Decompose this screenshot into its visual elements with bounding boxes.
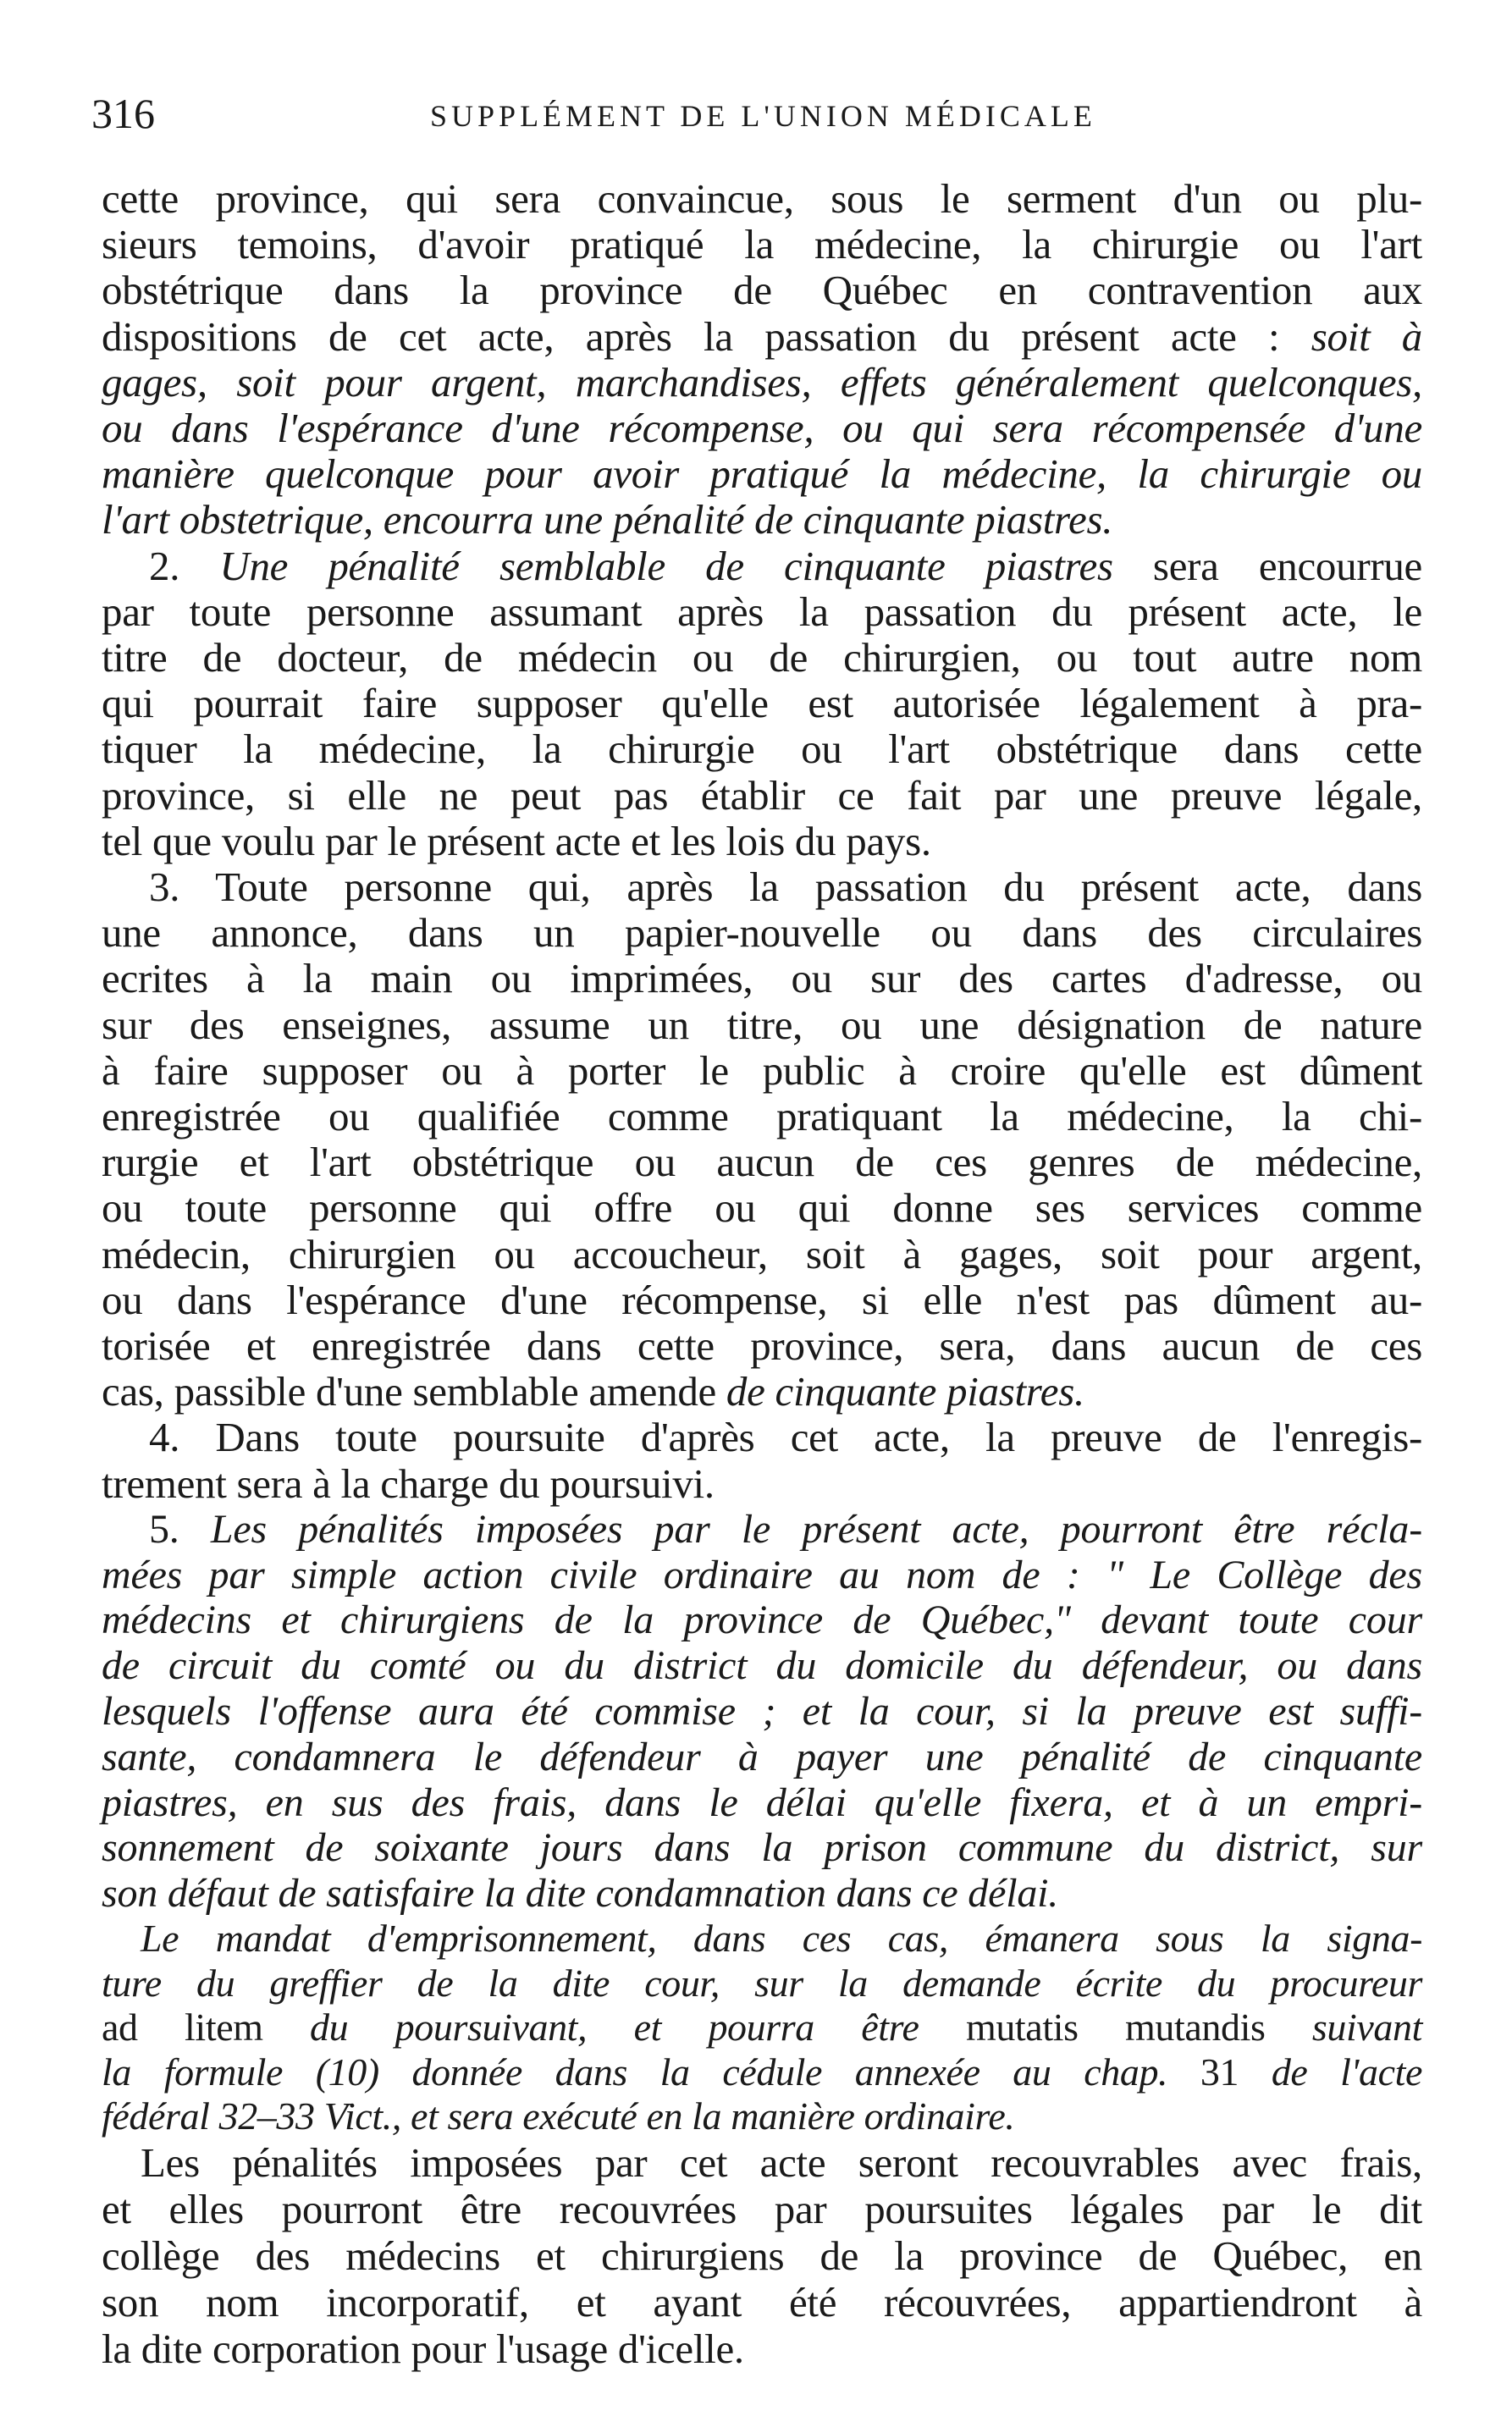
italic-text: son défaut de satisfaire la dite condamnation dans ce délai. [102, 1871, 1059, 1917]
text-block [102, 1917, 1422, 2139]
text-line [102, 2186, 1422, 2232]
text-segment: trement sera à la charge du poursuivi. [102, 1459, 715, 1507]
italic-text: ou dans l'espérance d'une récompense, ou qui sera récompensée d'une [102, 405, 1422, 452]
text-segment: collège des médecins et chirurgiens de la province de Québec, en [102, 2232, 1422, 2280]
text-line [102, 360, 1422, 406]
text-line [102, 2005, 1422, 2050]
italic-text: de l'acte [1271, 2050, 1422, 2094]
body-text [102, 176, 1422, 2372]
text-line [102, 2094, 1422, 2139]
text-line [102, 681, 1422, 726]
text-segment: titre de docteur, de médecin ou de chirurgien, ou tout autre nom [102, 634, 1422, 681]
text-segment: une annonce, dans un papier-nouvelle ou dans des circulaires [102, 909, 1422, 957]
text-line [102, 222, 1422, 268]
italic-text: lesquels l'offense aura été commise ; et la cour, si la preuve est suffi- [102, 1689, 1422, 1735]
text-segment: qui pourrait faire supposer qu'elle est autorisée légalement à pra- [102, 680, 1422, 727]
text-line [102, 1048, 1422, 1094]
text-block [102, 176, 1422, 1507]
text-segment: 5. [149, 1506, 211, 1552]
text-line [102, 1917, 1422, 1961]
italic-text: médecins et chirurgiens de la province de Québec," devant toute cour [102, 1597, 1422, 1643]
italic-text: Le mandat d'emprisonnement, dans ces cas, émanera sous la signa- [141, 1917, 1422, 1961]
text-line [102, 956, 1422, 1001]
italic-text: manière quelconque pour avoir pratiqué la médecine, la chirurgie ou [102, 450, 1422, 498]
text-segment: à faire supposer ou à porter le public à croire qu'elle est dûment [102, 1046, 1422, 1094]
text-line [102, 2050, 1422, 2095]
italic-text: gages, soit pour argent, marchandises, effets généralement quelconques, [102, 358, 1422, 406]
text-segment: et elles pourront être recouvrées par poursuites légales par le dit [102, 2186, 1422, 2233]
text-line [102, 1597, 1422, 1643]
text-line [102, 2232, 1422, 2279]
italic-text: fédéral 32–33 Vict., et sera exécuté en la manière ordinaire. [102, 2094, 1015, 2138]
text-line [102, 1780, 1422, 1826]
text-segment: tiquer la médecine, la chirurgie ou l'art obstétrique dans cette [102, 725, 1422, 773]
text-segment: ecrites à la main ou imprimées, ou sur des cartes d'adresse, ou [102, 955, 1422, 1002]
italic-text: Les pénalités imposées par le présent acte, pourront être récla- [210, 1506, 1422, 1552]
text-line [102, 1553, 1422, 1598]
text-line [102, 910, 1422, 956]
text-line [102, 1232, 1422, 1277]
text-segment: province, si elle ne peut pas établir ce fait par une preuve légale, [102, 771, 1422, 819]
italic-text: sonnement de soixante jours dans la prison commune du district, sur [102, 1825, 1422, 1871]
text-segment: enregistrée ou qualifiée comme pratiquant la médecine, la chi- [102, 1093, 1422, 1140]
text-segment: Les pénalités imposées par cet acte seront recouvrables avec frais, [141, 2139, 1422, 2187]
text-line [102, 1094, 1422, 1139]
italic-text: la formule (10) donnée dans la cédule annexée au chap. [102, 2050, 1168, 2094]
page-header [91, 88, 1395, 139]
text-line [102, 406, 1422, 451]
text-line [102, 726, 1422, 772]
italic-text: de circuit du comté ou du district du domicile du défendeur, ou dans [102, 1643, 1422, 1689]
text-segment: torisée et enregistrée dans cette province, sera, dans aucun de ces [102, 1322, 1422, 1370]
text-segment: 31 [1167, 2050, 1272, 2094]
text-line [102, 864, 1422, 910]
text-line [102, 1689, 1422, 1735]
text-segment: 3. Toute personne qui, après la passation du présent acte, dans [149, 863, 1422, 911]
text-segment: mutatis mutandis [919, 2005, 1312, 2050]
text-line [102, 1735, 1422, 1780]
text-segment: obstétrique dans la province de Québec en contravention aux [102, 267, 1422, 314]
text-line [102, 1415, 1422, 1460]
text-line [102, 2279, 1422, 2325]
text-segment: sur des enseignes, assume un titre, ou une désignation de nature [102, 1001, 1422, 1048]
text-line [102, 1185, 1422, 1231]
text-line [102, 268, 1422, 313]
text-segment: par toute personne assumant après la passation du présent acte, le [102, 588, 1422, 635]
text-line [102, 1825, 1422, 1871]
italic-text: ture du greffier de la dite cour, sur la demande écrite du procureur [102, 1961, 1422, 2005]
text-segment: médecin, chirurgien ou accoucheur, soit à gages, soit pour argent, [102, 1230, 1422, 1277]
text-line [102, 1871, 1422, 1917]
text-segment: tel que voulu par le présent acte et les lois du pays. [102, 817, 931, 864]
text-line [102, 314, 1422, 360]
italic-text: suivant [1311, 2005, 1423, 2050]
text-line [102, 451, 1422, 497]
italic-text: du poursuivant, et pourra être [310, 2005, 919, 2050]
text-line [102, 176, 1422, 222]
text-segment: cette province, qui sera convaincue, sous le serment d'un ou plu- [102, 175, 1422, 222]
text-segment: son nom incorporatif, et ayant été récouvrées, appartiendront à [102, 2279, 1422, 2326]
text-line [102, 635, 1422, 681]
text-segment: ad litem [102, 2005, 311, 2050]
italic-text: sante, condamnera le défendeur à payer une pénalité de cinquante [102, 1734, 1422, 1779]
text-segment: 2. [149, 542, 220, 589]
text-segment: la dite corporation pour l'usage d'icelle. [102, 2325, 744, 2373]
text-line [102, 1002, 1422, 1048]
text-segment: sera encourrue [1112, 542, 1423, 589]
text-line [102, 1139, 1422, 1185]
text-line [102, 773, 1422, 819]
italic-text: l'art obstetrique, encourra une pénalité de cinquante piastres. [102, 496, 1113, 543]
italic-text: mées par simple action civile ordinaire au nom de : " Le Collège des [102, 1552, 1422, 1597]
text-line [102, 2139, 1422, 2186]
text-line [102, 819, 1422, 864]
text-line [102, 1507, 1422, 1553]
running-head: SUPPLÉMENT DE L'UNION MÉDICALE [430, 99, 1096, 133]
text-segment: sieurs temoins, d'avoir pratiqué la médecine, la chirurgie ou l'art [102, 221, 1422, 268]
text-line [102, 1643, 1422, 1689]
text-segment: cas, passible d'une semblable amende [102, 1368, 726, 1415]
text-line [102, 589, 1422, 635]
italic-text: Une pénalité semblable de cinquante piastres [219, 542, 1113, 589]
text-line [102, 1461, 1422, 1507]
text-line [102, 1277, 1422, 1323]
text-line [102, 2325, 1422, 2372]
text-line [102, 543, 1422, 589]
text-segment: ou toute personne qui offre ou qui donne ses services comme [102, 1184, 1422, 1232]
text-block [102, 2139, 1422, 2372]
text-segment: 4. Dans toute poursuite d'après cet acte, la preuve de l'enregis- [149, 1414, 1422, 1461]
text-segment: ou dans l'espérance d'une récompense, si elle n'est pas dûment au- [102, 1276, 1422, 1323]
text-line [102, 497, 1422, 543]
italic-text: de cinquante piastres. [726, 1368, 1084, 1415]
italic-text: soit à [1311, 312, 1423, 360]
page-number: 316 [91, 90, 155, 137]
text-line [102, 1369, 1422, 1415]
text-block [102, 1507, 1422, 1917]
text-line [102, 1961, 1422, 2006]
text-segment: dispositions de cet acte, après la passation du présent acte : [102, 312, 1311, 360]
italic-text: piastres, en sus des frais, dans le délai qu'elle fixera, et à un empri- [102, 1779, 1422, 1825]
text-line [102, 1323, 1422, 1369]
text-segment: rurgie et l'art obstétrique ou aucun de ces genres de médecine, [102, 1139, 1422, 1186]
